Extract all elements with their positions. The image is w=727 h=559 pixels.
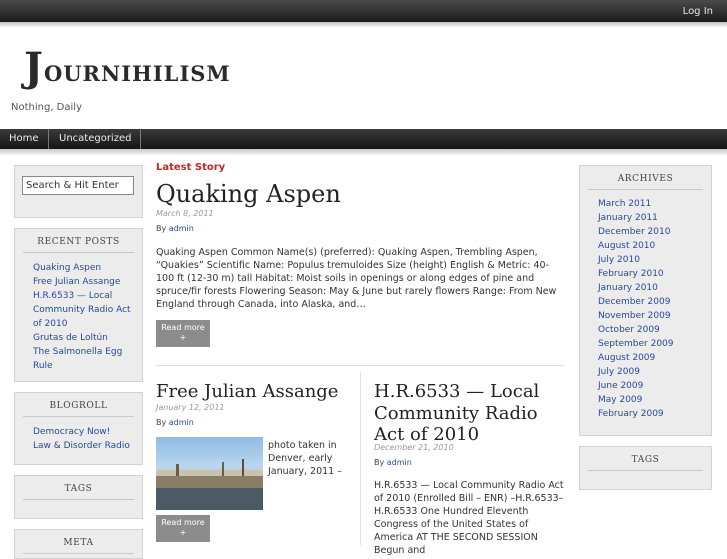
blogroll-item[interactable]: [33, 439, 136, 453]
archive-item[interactable]: [598, 253, 705, 267]
post-date-assange: January 12, 2011: [156, 403, 225, 412]
featured-post-excerpt: Quaking Aspen Common Name(s) (preferred): Quaking Aspen, Trembling Aspen, “Quakies” Scientific Name: Populus tremuloides Size (height) English & Metric: 40-100 ft (12-30 m) tall Habitat: Moist soils in openings or along edges of pine and spruce/fir forests Flowering Season: May & June but rarely flowers Range: From New England through Canada, into Alaska, and…: [156, 247, 557, 310]
recent-post-item[interactable]: [33, 275, 136, 289]
archive-link[interactable]: August 2009: [598, 353, 656, 363]
byline-label: By: [156, 224, 167, 233]
nav-item-home[interactable]: Home: [0, 129, 49, 149]
recent-post-link[interactable]: H.R.6533 — Local Community Radio Act of 2010: [33, 291, 131, 329]
site-logo[interactable]: [24, 44, 231, 91]
archive-link[interactable]: December 2009: [598, 297, 671, 307]
archive-item[interactable]: [598, 225, 705, 239]
archive-link[interactable]: March 2011: [598, 199, 652, 209]
archive-link[interactable]: February 2010: [598, 269, 664, 279]
recent-post-link[interactable]: Quaking Aspen: [33, 263, 102, 273]
read-more-label: Read more: [161, 323, 205, 332]
post-excerpt-assange: photo taken in Denver, early January, 2011 –: [268, 440, 343, 477]
recent-posts-list: [33, 261, 136, 373]
meta-widget: [14, 529, 143, 559]
featured-post-date: March 8, 2011: [156, 209, 214, 218]
archive-link[interactable]: June 2009: [598, 381, 644, 391]
search-widget: [14, 165, 143, 218]
archive-item[interactable]: [598, 323, 705, 337]
archive-item[interactable]: [598, 197, 705, 211]
photo-image: [156, 437, 263, 510]
photo-pole: [176, 464, 179, 476]
recent-post-link[interactable]: The Salmonella Egg Rule: [33, 347, 123, 371]
post-title-hr6533[interactable]: H.R.6533 — Local Community Radio Act of 2010: [374, 381, 540, 446]
recent-posts-title: RECENT POSTS: [23, 229, 134, 253]
site-logo-initial: J: [24, 44, 44, 91]
recent-post-item[interactable]: [33, 331, 136, 345]
column-divider: [360, 372, 361, 545]
archive-item[interactable]: [598, 239, 705, 253]
featured-post-title[interactable]: Quaking Aspen: [156, 180, 341, 208]
archive-item[interactable]: [598, 407, 705, 421]
archives-widget: [579, 165, 712, 436]
archive-item[interactable]: [598, 211, 705, 225]
nav-item-uncategorized[interactable]: Uncategorized: [50, 129, 141, 149]
recent-post-link[interactable]: Grutas de Loltún: [33, 333, 108, 343]
site-logo-rest: ournihilism: [43, 54, 231, 89]
photo-foreground: [156, 488, 263, 510]
search-input[interactable]: [22, 176, 134, 195]
login-link[interactable]: Log In: [682, 6, 713, 17]
recent-posts-widget: [14, 228, 143, 382]
plus-icon: +: [179, 528, 187, 537]
archive-link[interactable]: January 2010: [598, 283, 658, 293]
blogroll-widget: [14, 392, 143, 465]
archive-item[interactable]: [598, 337, 705, 351]
latest-story-label: Latest Story: [156, 162, 226, 173]
post-title-assange[interactable]: Free Julian Assange: [156, 381, 339, 402]
archive-link[interactable]: November 2009: [598, 311, 671, 321]
archive-item[interactable]: [598, 365, 705, 379]
archive-link[interactable]: August 2010: [598, 241, 656, 251]
top-bar-shadow: [0, 22, 727, 28]
tags-title-left: TAGS: [23, 476, 134, 500]
read-more-label: Read more: [161, 518, 205, 527]
photo-pole: [242, 459, 244, 476]
byline-label: By: [374, 458, 385, 467]
blogroll-link[interactable]: Democracy Now!: [33, 427, 111, 437]
archive-link[interactable]: July 2010: [598, 255, 640, 265]
archive-item[interactable]: [598, 351, 705, 365]
tags-widget-right: [579, 446, 712, 490]
photo-crowd: [156, 476, 263, 488]
posts-divider: [156, 365, 564, 366]
plus-icon: +: [179, 333, 187, 342]
archive-link[interactable]: December 2010: [598, 227, 671, 237]
recent-post-link[interactable]: Free Julian Assange: [33, 277, 121, 287]
recent-post-item[interactable]: [33, 345, 136, 373]
archive-link[interactable]: September 2009: [598, 339, 674, 349]
blogroll-item[interactable]: [33, 425, 136, 439]
archives-list: [598, 197, 705, 421]
byline-label: By: [156, 418, 167, 427]
archive-item[interactable]: [598, 309, 705, 323]
post-photo-denver[interactable]: [156, 437, 263, 510]
archive-item[interactable]: [598, 379, 705, 393]
main-nav: [0, 129, 727, 149]
archive-link[interactable]: October 2009: [598, 325, 660, 335]
blogroll-list: [33, 425, 136, 453]
meta-title: META: [23, 530, 134, 554]
archive-link[interactable]: May 2009: [598, 395, 643, 405]
nav-shadow: [0, 149, 727, 156]
tags-title-right: TAGS: [588, 447, 703, 471]
featured-read-more-button[interactable]: [156, 320, 210, 347]
archive-item[interactable]: [598, 393, 705, 407]
photo-mountains: [156, 470, 263, 476]
blogroll-link[interactable]: Law & Disorder Radio: [33, 441, 130, 451]
recent-post-item[interactable]: [33, 261, 136, 275]
site-tagline: Nothing, Daily: [11, 102, 82, 113]
archive-link[interactable]: February 2009: [598, 409, 664, 419]
post-date-hr6533: December 21, 2010: [374, 443, 454, 452]
archive-item[interactable]: [598, 281, 705, 295]
tags-widget-left: [14, 475, 143, 519]
post-author-assange[interactable]: admin: [168, 418, 194, 427]
photo-pole: [222, 462, 224, 476]
top-bar: [0, 0, 727, 22]
archive-link[interactable]: July 2009: [598, 367, 640, 377]
post-byline-assange: [156, 418, 194, 427]
blogroll-title: BLOGROLL: [23, 393, 134, 417]
recent-post-item[interactable]: [33, 289, 136, 331]
archive-link[interactable]: January 2011: [598, 213, 658, 223]
post-excerpt-hr6533: H.R.6533 — Local Community Radio Act of 2010 (Enrolled Bill – ENR) –H.R.6533– H.R.6533 One Hundred Eleventh Congress of the United States of America AT THE SECOND SESSION Begun and: [374, 480, 564, 556]
assange-read-more-button[interactable]: [156, 515, 210, 542]
featured-post-author[interactable]: admin: [168, 224, 194, 233]
archive-item[interactable]: [598, 295, 705, 309]
archives-title: ARCHIVES: [588, 166, 703, 190]
archive-item[interactable]: [598, 267, 705, 281]
post-byline-hr6533: [374, 458, 412, 467]
featured-post-byline: [156, 224, 194, 233]
post-author-hr6533[interactable]: admin: [386, 458, 412, 467]
